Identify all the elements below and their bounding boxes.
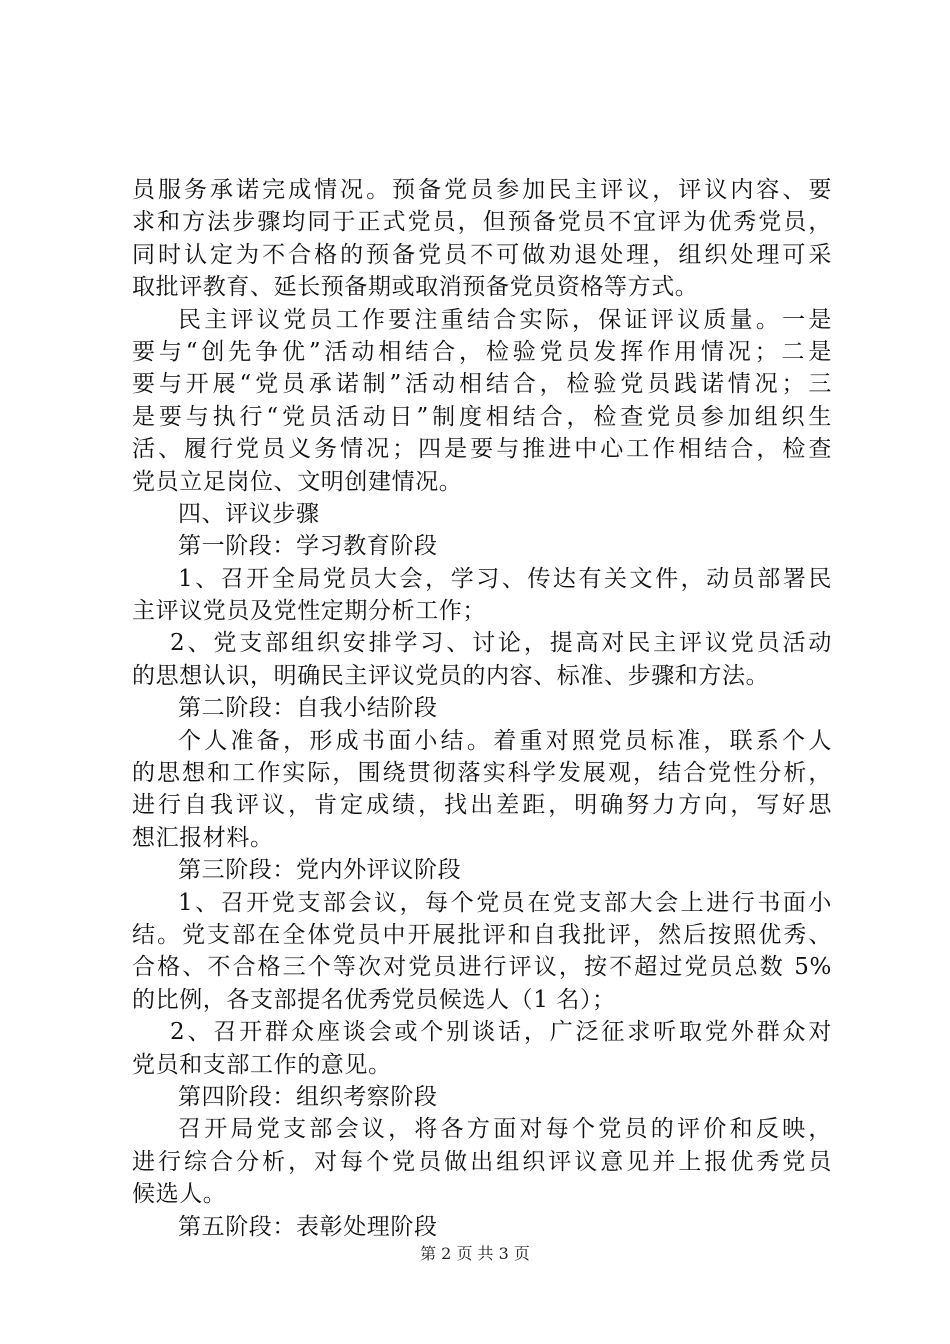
text-line: 民主评议党员工作要注重结合实际，保证评议质量。一是	[178, 306, 832, 333]
text-line: 四、评议步骤	[178, 500, 320, 527]
text-line: 1、召开全局党员大会，学习、传达有关文件，动员部署民	[178, 565, 832, 592]
text-line: 第二阶段：自我小结阶段	[178, 695, 438, 722]
text-line: 进行自我评议，肯定成绩，找出差距，明确努力方向，写好思	[132, 792, 832, 819]
text-line: 取批评教育、延长预备期或取消预备党员资格等方式。	[132, 274, 699, 301]
text-line: 是要与执行“党员活动日”制度相结合，检查党员参加组织生	[132, 403, 832, 430]
text-line: 员服务承诺完成情况。预备党员参加民主评议，评议内容、要	[132, 177, 832, 203]
text-line: 个人准备，形成书面小结。着重对照党员标准，联系个人	[178, 727, 832, 754]
text-line: 第三阶段：党内外评议阶段	[178, 857, 462, 884]
text-line: 的思想和工作实际，围绕贯彻落实科学发展观，结合党性分析，	[132, 760, 832, 787]
text-line: 求和方法步骤均同于正式党员，但预备党员不宜评为优秀党员，	[132, 209, 832, 236]
text-line: 的思想认识，明确民主评议党员的内容、标准、步骤和方法。	[132, 662, 770, 689]
text-line: 1、召开党支部会议，每个党员在党支部大会上进行书面小	[178, 889, 832, 916]
text-line: 的比例，各支部提名优秀党员候选人（1 名）；	[132, 986, 616, 1013]
text-line: 想汇报材料。	[132, 824, 274, 851]
text-line: 候选人。	[132, 1181, 227, 1208]
document-body	[132, 174, 832, 1243]
text-line: 第四阶段：组织考察阶段	[178, 1083, 438, 1110]
text-line: 要与开展“党员承诺制”活动相结合，检验党员践诺情况；三	[132, 371, 832, 398]
text-line: 党员立足岗位、文明创建情况。	[132, 468, 463, 495]
text-line: 主评议党员及党性定期分析工作；	[132, 598, 486, 625]
text-line: 第五阶段：表彰处理阶段	[178, 1213, 438, 1240]
text-line: 活、履行党员义务情况；四是要与推进中心工作相结合，检查	[132, 436, 832, 463]
text-line: 结。党支部在全体党员中开展批评和自我批评，然后按照优秀、	[132, 921, 832, 948]
text-line: 2、召开群众座谈会或个别谈话，广泛征求听取党外群众对	[170, 1019, 832, 1046]
text-line: 党员和支部工作的意见。	[132, 1051, 392, 1078]
text-line: 合格、不合格三个等次对党员进行评议，按不超过党员总数 5%	[132, 954, 832, 981]
text-line: 第一阶段：学习教育阶段	[178, 533, 438, 560]
text-line: 2、党支部组织安排学习、讨论，提高对民主评议党员活动	[170, 630, 832, 657]
text-line: 同时认定为不合格的预备党员不可做劝退处理，组织处理可采	[132, 241, 832, 268]
page-footer: 第 2 页 共 3 页	[420, 1244, 530, 1263]
text-line: 要与“创先争优”活动相结合，检验党员发挥作用情况；二是	[132, 338, 832, 365]
text-line: 进行综合分析，对每个党员做出组织评议意见并上报优秀党员	[132, 1148, 832, 1175]
text-line: 召开局党支部会议，将各方面对每个党员的评价和反映，	[178, 1116, 832, 1143]
